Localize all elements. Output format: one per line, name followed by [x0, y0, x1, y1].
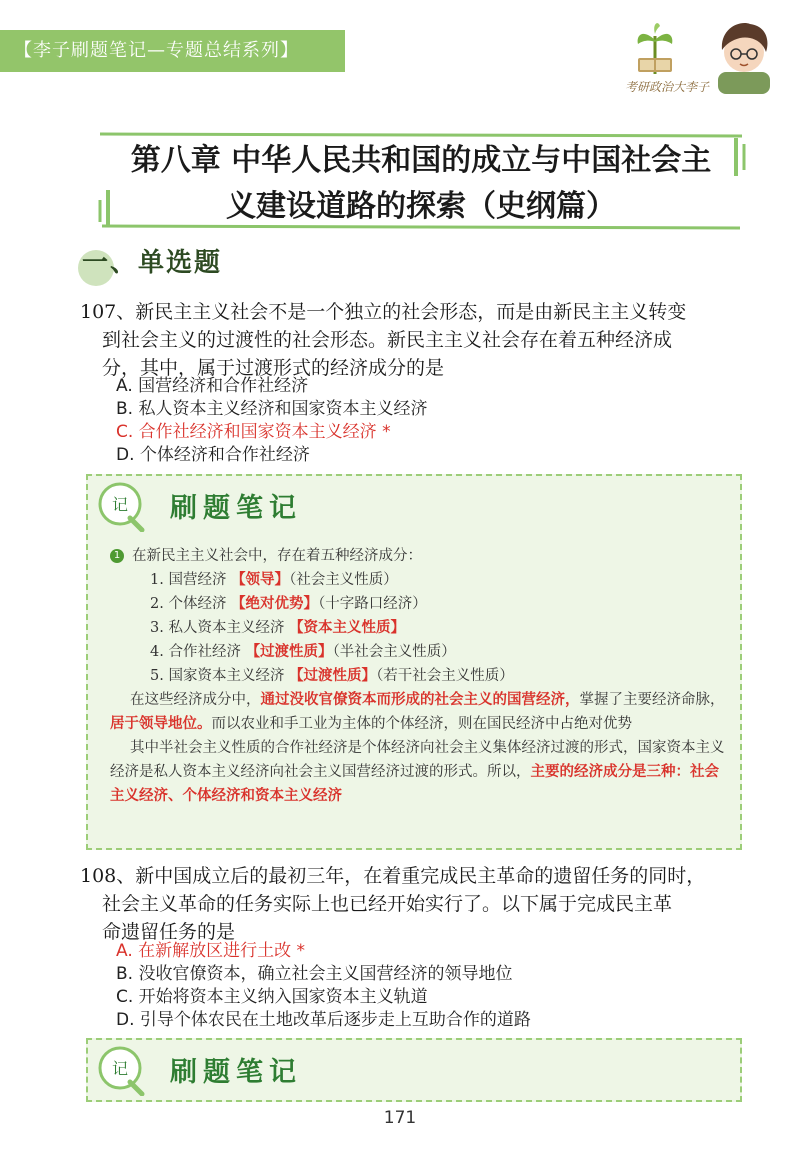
page-number: 171	[383, 1108, 417, 1128]
plant-logo-icon	[630, 18, 680, 76]
notes-box-107	[86, 474, 742, 850]
question-107-option-a: A. 国营经济和合作社经济	[116, 376, 309, 396]
question-107-option-d: D. 个体经济和合作社经济	[116, 445, 310, 465]
question-107-stem	[80, 298, 745, 382]
question-108-option-c: C. 开始将资本主义纳入国家资本主义轨道	[116, 987, 428, 1007]
question-108-line3: 命遗留任务的是	[102, 921, 236, 943]
chapter-title-line1: 第八章 中华人民共和国的成立与中国社会主	[130, 143, 712, 178]
series-banner: 【李子刷题笔记—专题总结系列】	[0, 30, 345, 72]
question-107-option-b: B. 私人资本主义经济和国家资本主义经济	[116, 399, 428, 419]
question-107-line1: 107、新民主主义社会不是一个独立的社会形态，而是由新民主主义转变	[80, 301, 687, 323]
question-108-option-a-correct: A. 在新解放区进行土改 *	[116, 941, 306, 961]
section-heading: 一、单选题	[82, 248, 223, 278]
econ-item: 2. 个体经济 【绝对优势】（十字路口经济）	[150, 595, 427, 612]
question-107-option-c-correct: C. 合作社经济和国家资本主义经济 *	[116, 422, 391, 442]
notes-body	[110, 544, 730, 808]
question-107-line3: 分，其中，属于过渡形式的经济成分的是	[102, 357, 445, 379]
notes-title: 刷题笔记	[170, 1057, 302, 1088]
notes-intro-text: 在新民主主义社会中，存在着五种经济成分：	[132, 548, 422, 564]
question-108-option-d: D. 引导个体农民在土地改革后逐步走上互助合作的道路	[116, 1010, 531, 1030]
econ-item: 5. 国家资本主义经济 【过渡性质】（若干社会主义性质）	[150, 667, 514, 684]
svg-text:记: 记	[111, 495, 129, 514]
note-pen-icon	[96, 1044, 148, 1096]
notes-title: 刷题笔记	[170, 493, 302, 524]
question-108-option-b: B. 没收官僚资本，确立社会主义国营经济的领导地位	[116, 964, 513, 984]
question-108-line1: 108、新中国成立后的最初三年，在着重完成民主革命的遗留任务的同时，	[80, 865, 706, 887]
chapter-title	[96, 138, 746, 230]
econ-item: 4. 合作社经济 【过渡性质】（半社会主义性质）	[150, 643, 456, 660]
question-108-line2: 社会主义革命的任务实际上也已经开始实行了。以下属于完成民主革	[102, 893, 673, 915]
notes-box-108	[86, 1038, 742, 1102]
note-pen-icon	[96, 480, 148, 532]
chapter-title-line2: 义建设道路的探索（史纲篇）	[226, 189, 616, 224]
notes-paragraph-2: 其中半社会主义性质的合作社经济是个体经济向社会主义集体经济过渡的形式，国家资本主义经济是私人资本主义经济向社会主义国营经济过渡的形式。所以，主要的经济成分是三种：社会主义经济、个体经济和资本主义经济	[110, 740, 725, 804]
notes-intro	[110, 544, 730, 568]
svg-text:记: 记	[111, 1059, 129, 1078]
question-108-stem	[80, 862, 745, 946]
bullet-number: 1	[110, 549, 124, 563]
avatar	[710, 16, 778, 94]
notes-paragraph-1: 在这些经济成分中，通过没收官僚资本而形成的社会主义的国营经济，掌握了主要经济命脉，居于领导地位。而以农业和手工业为主体的个体经济，则在国民经济中占绝对优势	[110, 691, 725, 732]
question-107-line2: 到社会主义的过渡性的社会形态。新民主主义社会存在着五种经济成	[102, 329, 673, 351]
econ-item: 1. 国营经济 【领导】（社会主义性质）	[150, 571, 398, 588]
econ-item: 3. 私人资本主义经济 【资本主义性质】	[150, 619, 406, 636]
logo-caption: 考研政治大李子	[624, 80, 709, 94]
